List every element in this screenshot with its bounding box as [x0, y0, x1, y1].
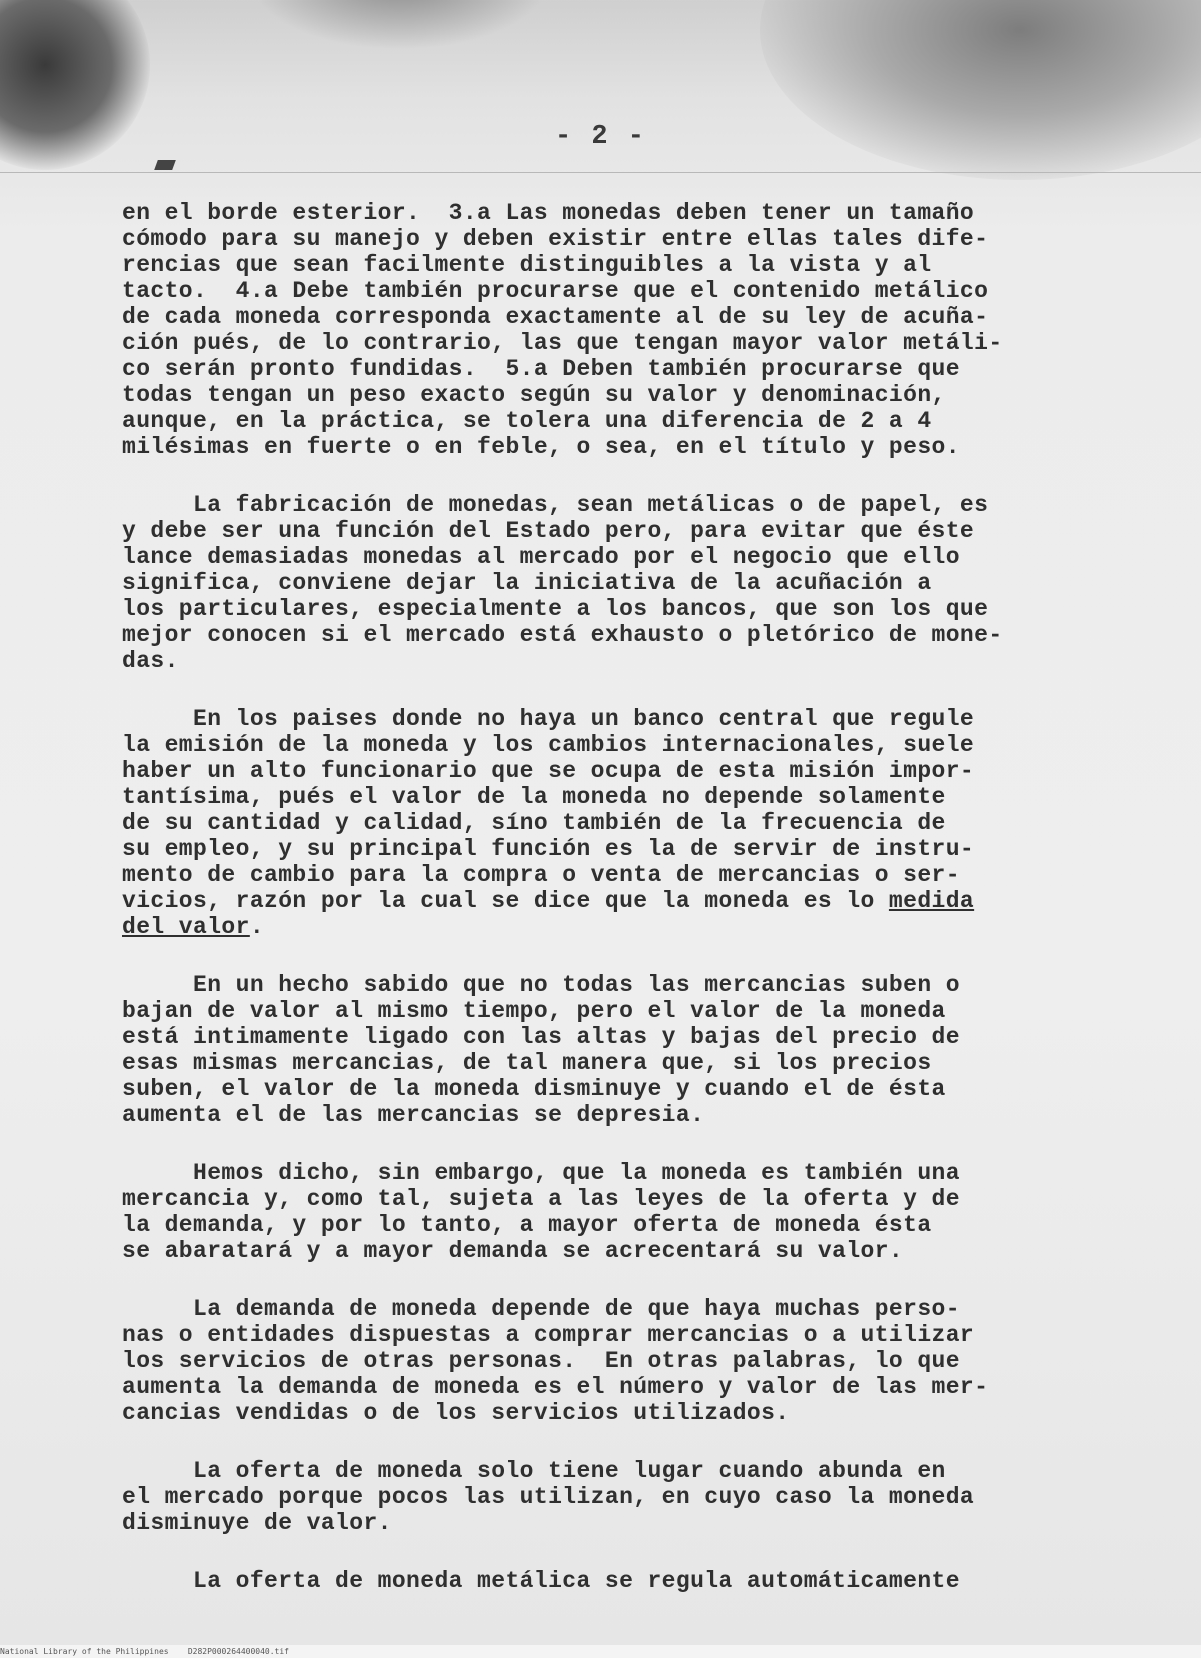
- text-line: nas o entidades dispuestas a comprar mercancias o a utilizar: [122, 1322, 975, 1348]
- document-body: [122, 200, 1097, 1594]
- ink-mark: [154, 160, 176, 170]
- text-line: aunque, en la práctica, se tolera una diferencia de 2 a 4: [122, 408, 932, 434]
- text-line: aumenta el de las mercancias se depresia.: [122, 1102, 705, 1128]
- text-line: esas mismas mercancias, de tal manera que, si los precios: [122, 1050, 932, 1076]
- text-line: los particulares, especialmente a los bancos, que son los que: [122, 596, 989, 622]
- text-line: tacto. 4.a Debe también procurarse que el contenido metálico: [122, 278, 989, 304]
- text-line: y debe ser una función del Estado pero, para evitar que éste: [122, 518, 975, 544]
- text-line: todas tengan un peso exacto según su valor y denominación,: [122, 382, 946, 408]
- text-line: haber un alto funcionario que se ocupa de esta misión impor-: [122, 758, 975, 784]
- text-line: rencias que sean facilmente distinguibles a la vista y al: [122, 252, 932, 278]
- text-line: das.: [122, 648, 179, 674]
- text-line: mento de cambio para la compra o venta de mercancias o ser-: [122, 862, 960, 888]
- text-line: en el borde esterior. 3.a Las monedas deben tener un tamaño: [122, 200, 975, 226]
- scan-shadow-top-middle: [250, 0, 550, 50]
- text-line: mejor conocen si el mercado está exhausto o pletórico de mone-: [122, 622, 1003, 648]
- underlined-term: medida: [888, 888, 975, 914]
- paragraph: [122, 972, 1097, 1128]
- text-line: tantísima, pués el valor de la moneda no depende solamente: [122, 784, 946, 810]
- paragraph: [122, 706, 1097, 940]
- underlined-term: del valor: [122, 914, 250, 940]
- text-period: .: [249, 914, 265, 940]
- text-line: milésimas en fuerte o en feble, o sea, en el título y peso.: [122, 434, 960, 460]
- paragraph: [122, 1160, 1097, 1264]
- paragraph: [122, 492, 1097, 674]
- paragraph: [122, 1296, 1097, 1426]
- text-line: Hemos dicho, sin embargo, que la moneda es también una: [122, 1160, 960, 1186]
- text-line: La demanda de moneda depende de que haya muchas perso-: [122, 1296, 960, 1322]
- scan-shadow-top-right: [760, 0, 1201, 180]
- text-line: de cada moneda corresponda exactamente al de su ley de acuña-: [122, 304, 989, 330]
- text-line: la demanda, y por lo tanto, a mayor oferta de moneda ésta: [122, 1212, 932, 1238]
- text-line: de su cantidad y calidad, síno también de la frecuencia de: [122, 810, 946, 836]
- text-line: mercancia y, como tal, sujeta a las leyes de la oferta y de: [122, 1186, 960, 1212]
- text-line: cancias vendidas o de los servicios utilizados.: [122, 1400, 790, 1426]
- text-line: significa, conviene dejar la iniciativa de la acuñación a: [122, 570, 932, 596]
- text-segment: vicios, razón por la cual se dice que la moneda es lo: [122, 888, 889, 914]
- text-line: ción pués, de lo contrario, las que tengan mayor valor metáli-: [122, 330, 1003, 356]
- scan-footer-caption: National Library of the Philippines D282P000264400040.tif: [0, 1645, 1201, 1658]
- text-line: En los paises donde no haya un banco central que regule: [122, 706, 975, 732]
- text-line: aumenta la demanda de moneda es el número y valor de las mer-: [122, 1374, 989, 1400]
- text-line: bajan de valor al mismo tiempo, pero el valor de la moneda: [122, 998, 946, 1024]
- paragraph: [122, 1458, 1097, 1536]
- scan-fold-line: [0, 172, 1201, 173]
- text-line: lance demasiadas monedas al mercado por el negocio que ello: [122, 544, 960, 570]
- paragraph: [122, 200, 1097, 460]
- text-line: está intimamente ligado con las altas y bajas del precio de: [122, 1024, 960, 1050]
- text-line: su empleo, y su principal función es la de servir de instru-: [122, 836, 975, 862]
- text-line: cómodo para su manejo y deben existir entre ellas tales dife-: [122, 226, 989, 252]
- text-line: la emisión de la moneda y los cambios internacionales, suele: [122, 732, 975, 758]
- text-line: La oferta de moneda solo tiene lugar cuando abunda en: [122, 1458, 946, 1484]
- page-number: - 2 -: [554, 122, 646, 152]
- text-line: el mercado porque pocos las utilizan, en cuyo caso la moneda: [122, 1484, 975, 1510]
- text-line: los servicios de otras personas. En otras palabras, lo que: [122, 1348, 960, 1374]
- paragraph: [122, 1568, 1097, 1594]
- text-line: [122, 888, 1097, 914]
- text-line: En un hecho sabido que no todas las mercancias suben o: [122, 972, 960, 998]
- text-line: disminuye de valor.: [122, 1510, 392, 1536]
- text-line: suben, el valor de la moneda disminuye y cuando el de ésta: [122, 1076, 946, 1102]
- text-line: se abaratará y a mayor demanda se acrecentará su valor.: [122, 1238, 904, 1264]
- text-line: La fabricación de monedas, sean metálicas o de papel, es: [122, 492, 989, 518]
- text-line: co serán pronto fundidas. 5.a Deben también procurarse que: [122, 356, 960, 382]
- text-line: La oferta de moneda metálica se regula automáticamente: [122, 1568, 960, 1594]
- text-line: [122, 914, 1097, 940]
